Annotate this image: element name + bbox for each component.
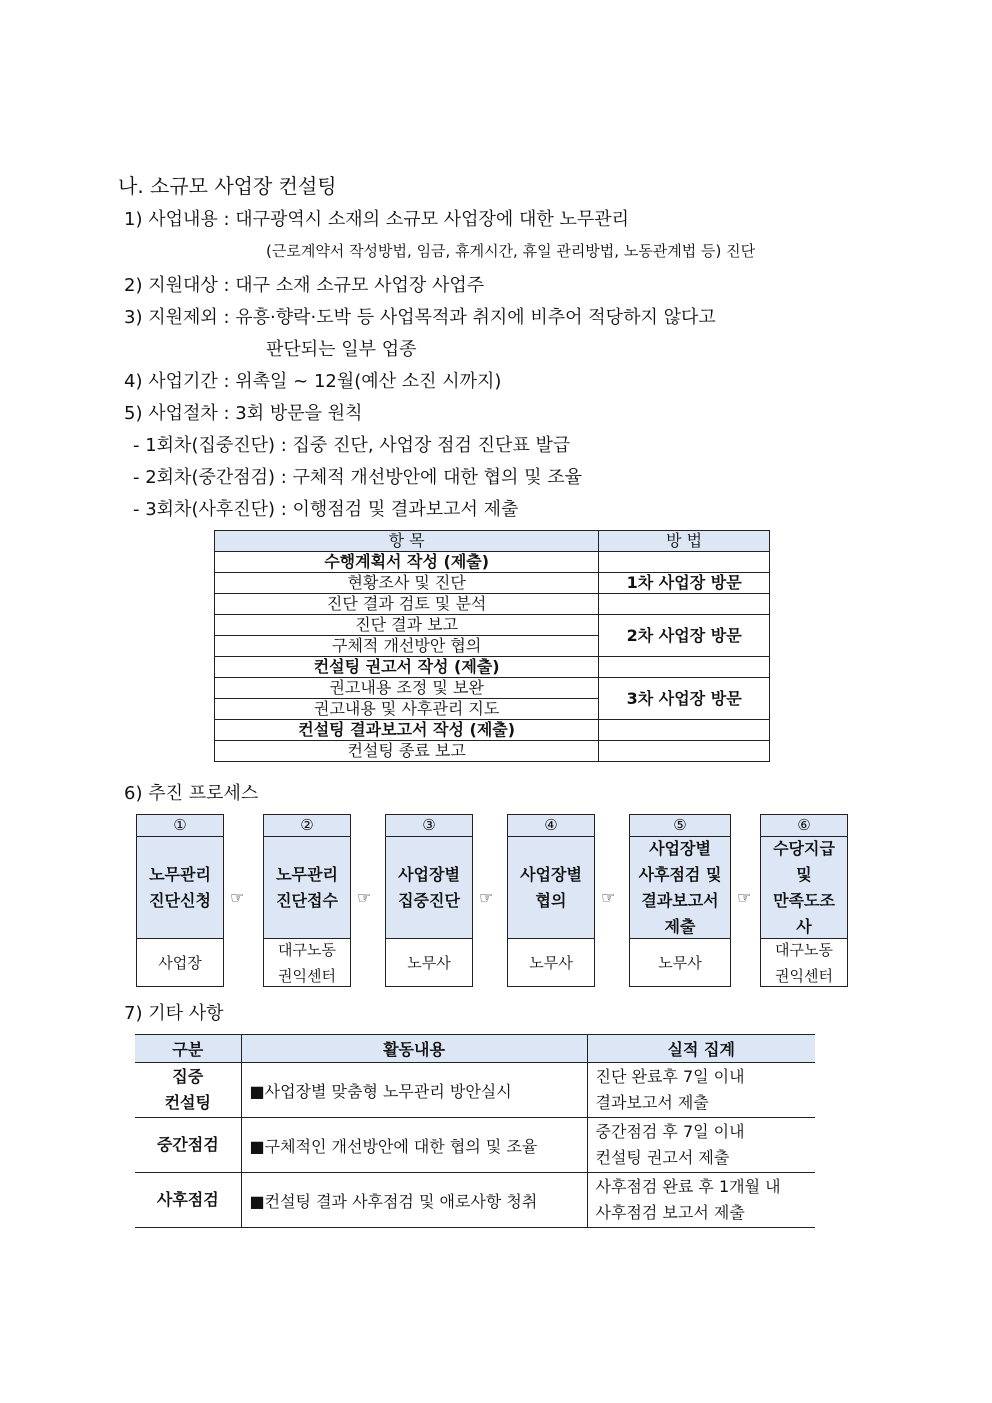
pointing-hand-icon: ☞ [479,888,494,907]
activity-cell: ■컨설팅 결과 사후점검 및 애로사항 청취 [241,1173,587,1228]
process-step-1 [136,814,224,987]
step-name: 노무관리 진단신청 [137,837,223,939]
table-row [135,1173,815,1228]
method-empty [599,720,770,741]
step-number: ③ [386,815,472,837]
step-actor: 노무사 [529,953,573,972]
step-number: ⑤ [630,815,730,837]
activity-cell: ■사업장별 맞춤형 노무관리 방안실시 [241,1063,587,1118]
table-row [135,1118,815,1173]
category-cell: 집중 컨설팅 [135,1063,241,1118]
header-category: 구분 [135,1035,241,1063]
item-visit-1: - 1회차(집중진단) : 집중 진단, 사업장 점검 진단표 발급 [133,435,571,456]
step-name: 노무관리 진단접수 [264,837,350,939]
step-name: 사업장별 사후점검 및 결과보고서 제출 [630,837,730,939]
process-step-3 [385,814,473,987]
pointing-hand-icon: ☞ [357,888,372,907]
step-name: 사업장별 협의 [508,837,594,939]
step-actor: 노무사 [658,953,702,972]
step-name: 사업장별 집중진단 [386,837,472,939]
item-exclusion-cont: 판단되는 일부 업종 [266,339,417,360]
method-empty [599,594,770,615]
step-number: ④ [508,815,594,837]
step-actor: 대구노동 권익센터 [278,940,336,985]
item-visit-3: - 3회차(사후진단) : 이행점검 및 결과보고서 제출 [133,499,519,520]
result-cell: 진단 완료후 7일 이내 결과보고서 제출 [587,1063,815,1118]
item-visit-2: - 2회차(중간점검) : 구체적 개선방안에 대한 협의 및 조율 [133,467,582,488]
pointing-hand-icon: ☞ [230,888,245,907]
other-table [135,1034,815,1228]
process-step-6 [760,814,848,987]
method-cell: 3차 사업장 방문 [599,678,770,720]
table-row: 수행계획서 작성 (제출) [215,552,599,573]
header-activity: 활동내용 [241,1035,587,1063]
item-procedure: 5) 사업절차 : 3회 방문을 원칙 [124,403,363,424]
table-row: 컨설팅 결과보고서 작성 (제출) [215,720,599,741]
other-title: 7) 기타 사항 [124,1003,224,1024]
method-empty [599,657,770,678]
pointing-hand-icon: ☞ [737,888,752,907]
activity-cell: ■구체적인 개선방안에 대한 협의 및 조율 [241,1118,587,1173]
method-cell: 1차 사업장 방문 [599,573,770,594]
category-cell: 사후점검 [135,1173,241,1228]
method-empty [599,552,770,573]
method-empty [599,741,770,762]
step-actor: 노무사 [407,953,451,972]
step-actor: 사업장 [158,953,202,972]
table-row: 진단 결과 보고 [215,615,599,636]
pointing-hand-icon: ☞ [601,888,616,907]
step-name: 수당지급 및 만족도조 사 [761,837,847,939]
table-row: 진단 결과 검토 및 분석 [215,594,599,615]
table-row [135,1063,815,1118]
section-heading: 나. 소규모 사업장 컨설팅 [118,174,337,198]
step-actor: 대구노동 권익센터 [775,940,833,985]
table-row: 컨설팅 권고서 작성 (제출) [215,657,599,678]
step-number: ⑥ [761,815,847,837]
category-cell: 중간점검 [135,1118,241,1173]
process-step-5 [629,814,731,987]
item-support-target: 2) 지원대상 : 대구 소재 소규모 사업장 사업주 [124,275,485,296]
header-item: 항 목 [215,531,599,552]
table-row: 현황조사 및 진단 [215,573,599,594]
header-result: 실적 집계 [587,1035,815,1063]
item-business-content: 1) 사업내용 : 대구광역시 소재의 소규모 사업장에 대한 노무관리 [124,209,630,230]
process-step-2 [263,814,351,987]
result-cell: 사후점검 완료 후 1개월 내 사후점검 보고서 제출 [587,1173,815,1228]
item-exclusion: 3) 지원제외 : 유흥·향락·도박 등 사업목적과 취지에 비추어 적당하지 않다고 [124,307,716,328]
table-row: 컨설팅 종료 보고 [215,741,599,762]
step-number: ② [264,815,350,837]
process-title: 6) 추진 프로세스 [124,783,259,804]
result-cell: 중간점검 후 7일 이내 컨설팅 권고서 제출 [587,1118,815,1173]
table-row: 구체적 개선방안 협의 [215,636,599,657]
procedure-table [214,530,770,762]
method-cell: 2차 사업장 방문 [599,615,770,657]
item-business-content-detail: (근로계약서 작성방법, 임금, 휴게시간, 휴일 관리방법, 노동관계법 등) 진단 [266,242,756,260]
table-row: 권고내용 및 사후관리 지도 [215,699,599,720]
item-period: 4) 사업기간 : 위촉일 ~ 12월(예산 소진 시까지) [124,371,502,392]
table-row: 권고내용 조정 및 보완 [215,678,599,699]
step-number: ① [137,815,223,837]
process-step-4 [507,814,595,987]
header-method: 방 법 [599,531,770,552]
